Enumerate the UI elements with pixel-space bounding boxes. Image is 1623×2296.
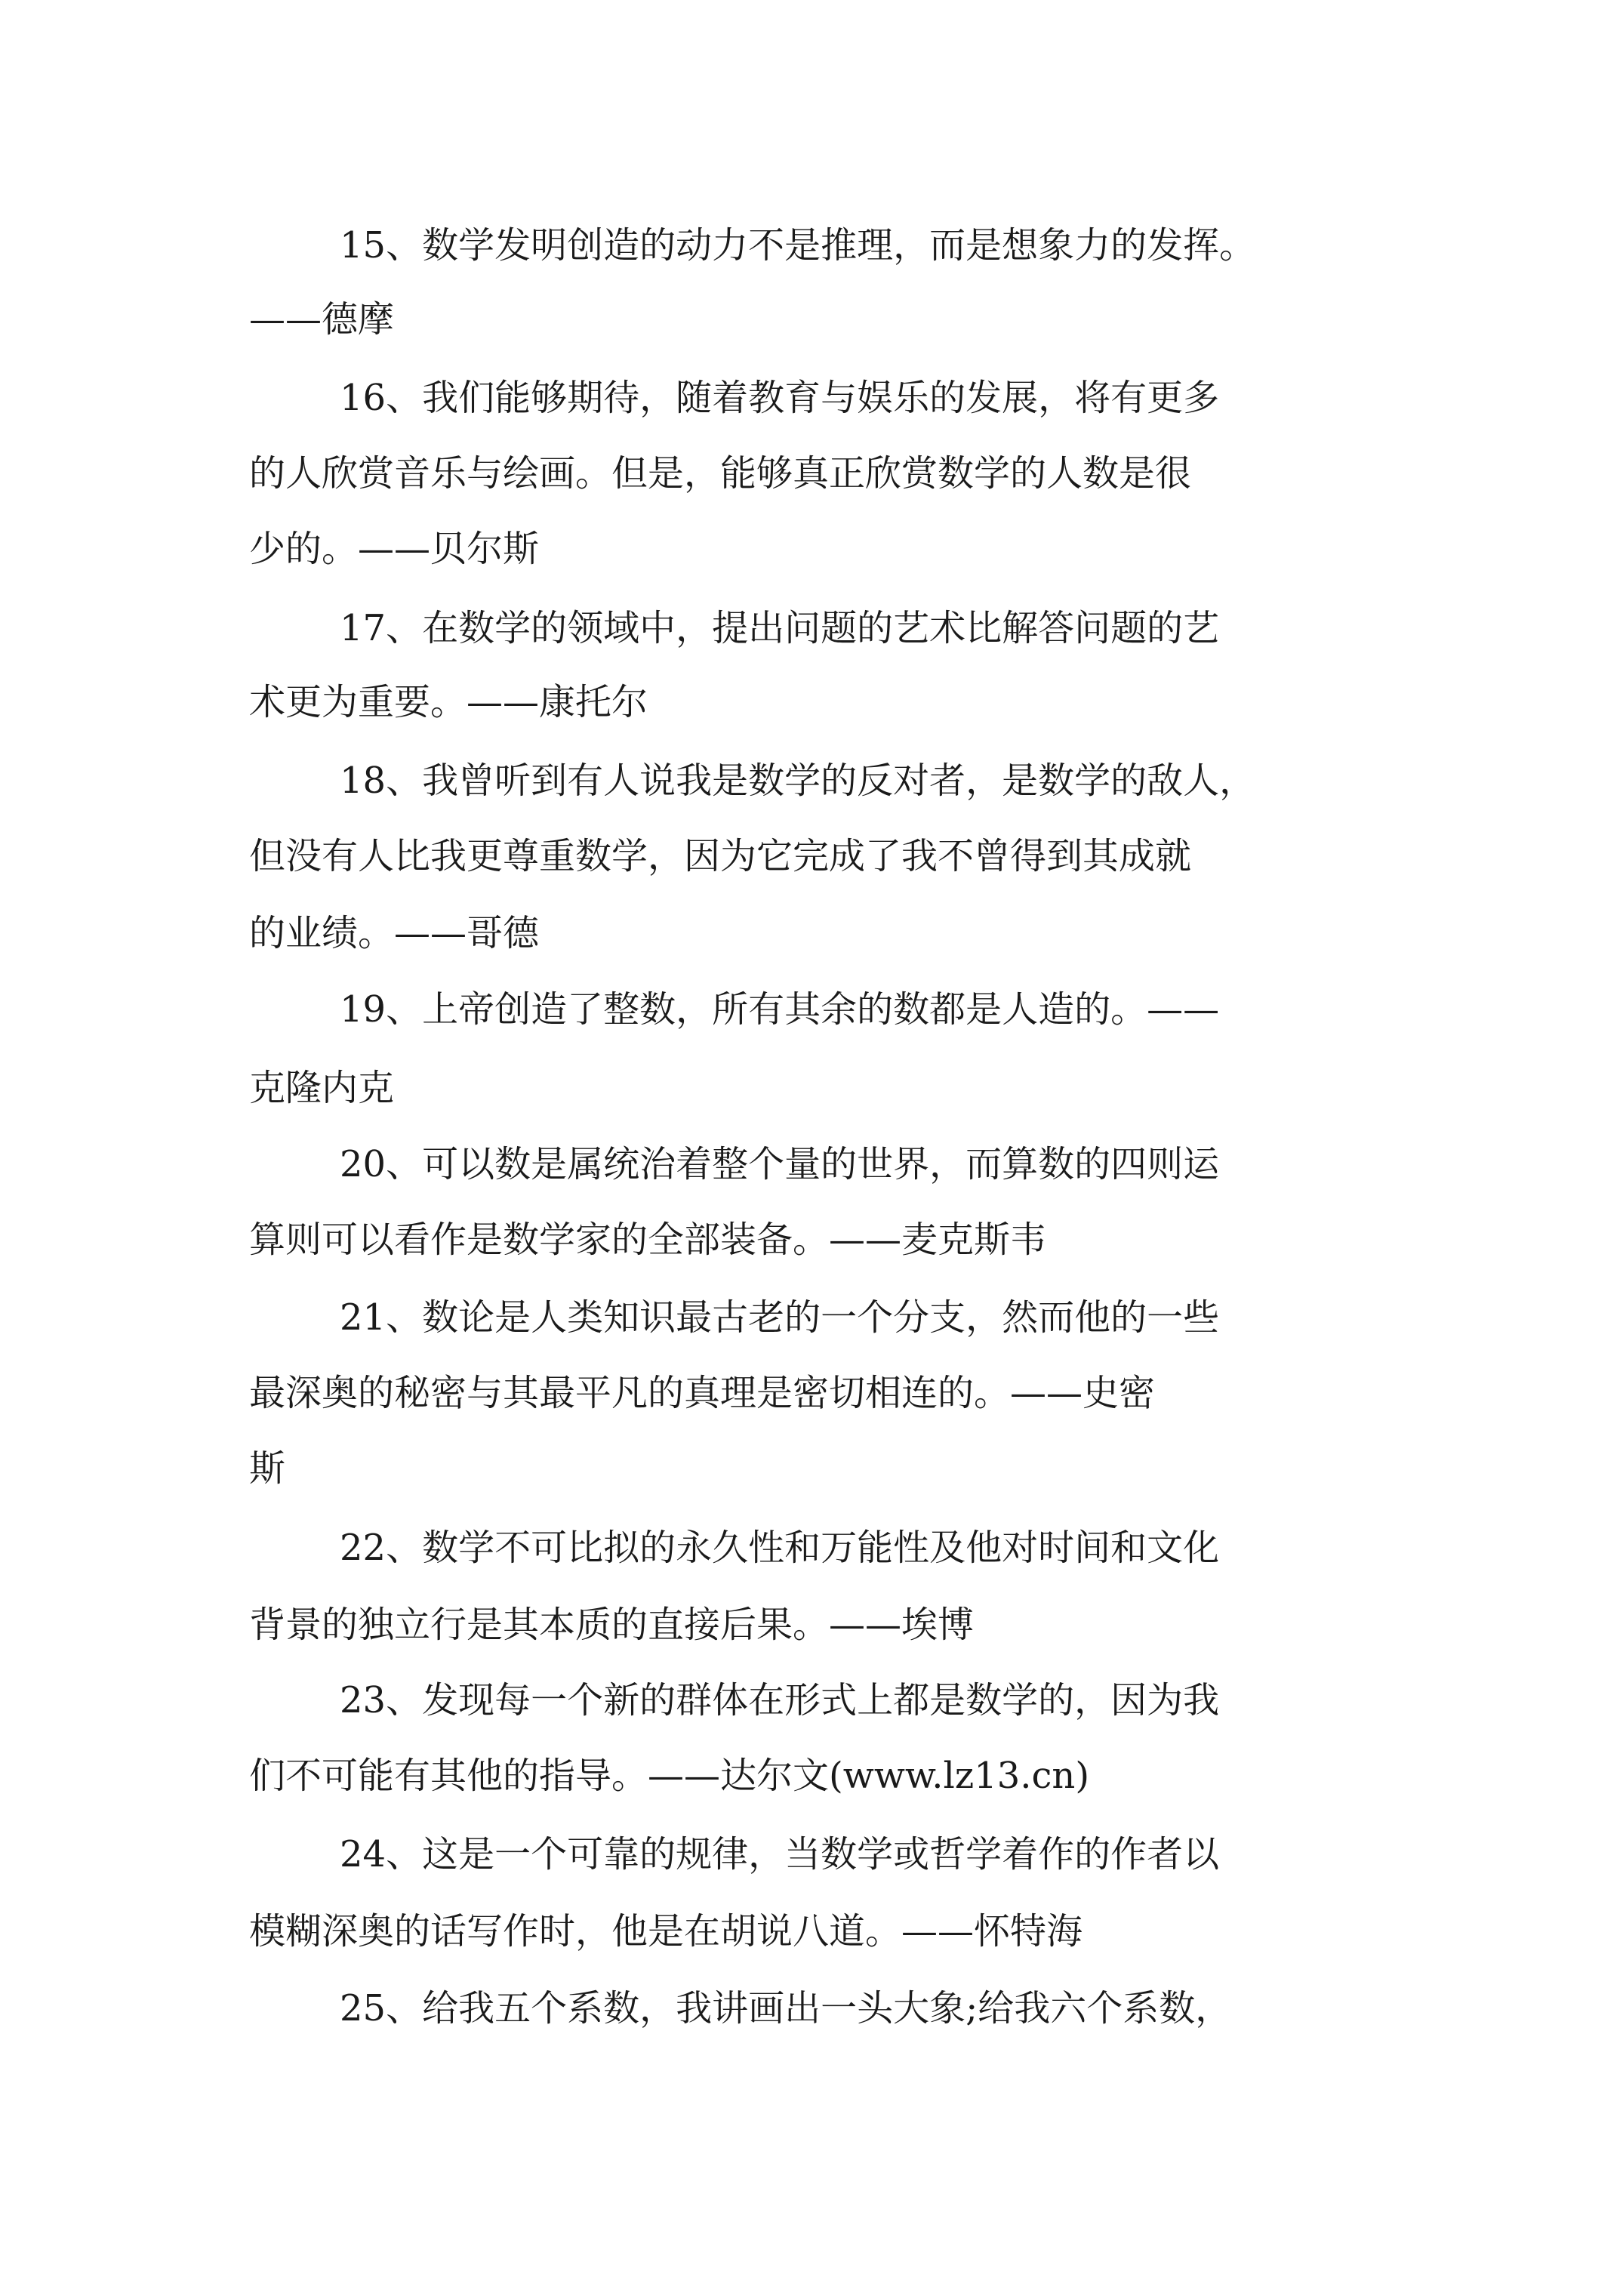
quote-24-line-2: 模糊深奥的话写作时，他是在胡说八道。——怀特海	[249, 1910, 1083, 1952]
quote-22-line-2: 背景的独立行是其本质的直接后果。——埃博	[249, 1604, 975, 1646]
quote-24-line-1: 24、这是一个可靠的规律，当数学或哲学着作的作者以	[340, 1833, 1220, 1875]
quote-19-line-2: 克隆内克	[249, 1067, 395, 1109]
quote-16-line-1: 16、我们能够期待，随着教育与娱乐的发展，将有更多	[340, 377, 1220, 419]
quote-17-line-2: 术更为重要。——康托尔	[249, 681, 648, 723]
quote-20-line-2: 算则可以看作是数学家的全部装备。——麦克斯韦	[249, 1219, 1047, 1261]
quote-23-line-1: 23、发现每一个新的群体在形式上都是数学的，因为我	[340, 1679, 1220, 1721]
quote-18-line-1: 18、我曾听到有人说我是数学的反对者，是数学的敌人，	[340, 760, 1256, 802]
quote-21-line-1: 21、数论是人类知识最古老的一个分支，然而他的一些	[340, 1296, 1220, 1339]
quote-22-line-1: 22、数学不可比拟的永久性和万能性及他对时间和文化	[340, 1527, 1220, 1569]
quote-18-line-2: 但没有人比我更尊重数学，因为它完成了我不曾得到其成就	[249, 835, 1192, 877]
quote-23-line-2: 们不可能有其他的指导。——达尔文(www.lz13.cn)	[249, 1755, 1090, 1797]
quote-18-line-3: 的业绩。——哥德	[249, 912, 540, 954]
quote-21-line-3: 斯	[249, 1447, 286, 1490]
quote-17-line-1: 17、在数学的领域中，提出问题的艺术比解答问题的艺	[340, 607, 1220, 649]
quote-15-line-2: ——德摩	[249, 298, 395, 341]
quote-15-line-1: 15、数学发明创造的动力不是推理，而是想象力的发挥。	[340, 224, 1256, 267]
quote-25-line-1: 25、给我五个系数，我讲画出一头大象;给我六个系数，	[340, 1987, 1232, 2029]
quote-16-line-2: 的人欣赏音乐与绘画。但是，能够真正欣赏数学的人数是很	[249, 452, 1192, 495]
quote-19-line-1: 19、上帝创造了整数，所有其余的数都是人造的。——	[340, 988, 1220, 1031]
quote-21-line-2: 最深奥的秘密与其最平凡的真理是密切相连的。——史密	[249, 1372, 1156, 1414]
quote-16-line-3: 少的。——贝尔斯	[249, 528, 540, 570]
quote-20-line-1: 20、可以数是属统治着整个量的世界，而算数的四则运	[340, 1143, 1220, 1185]
